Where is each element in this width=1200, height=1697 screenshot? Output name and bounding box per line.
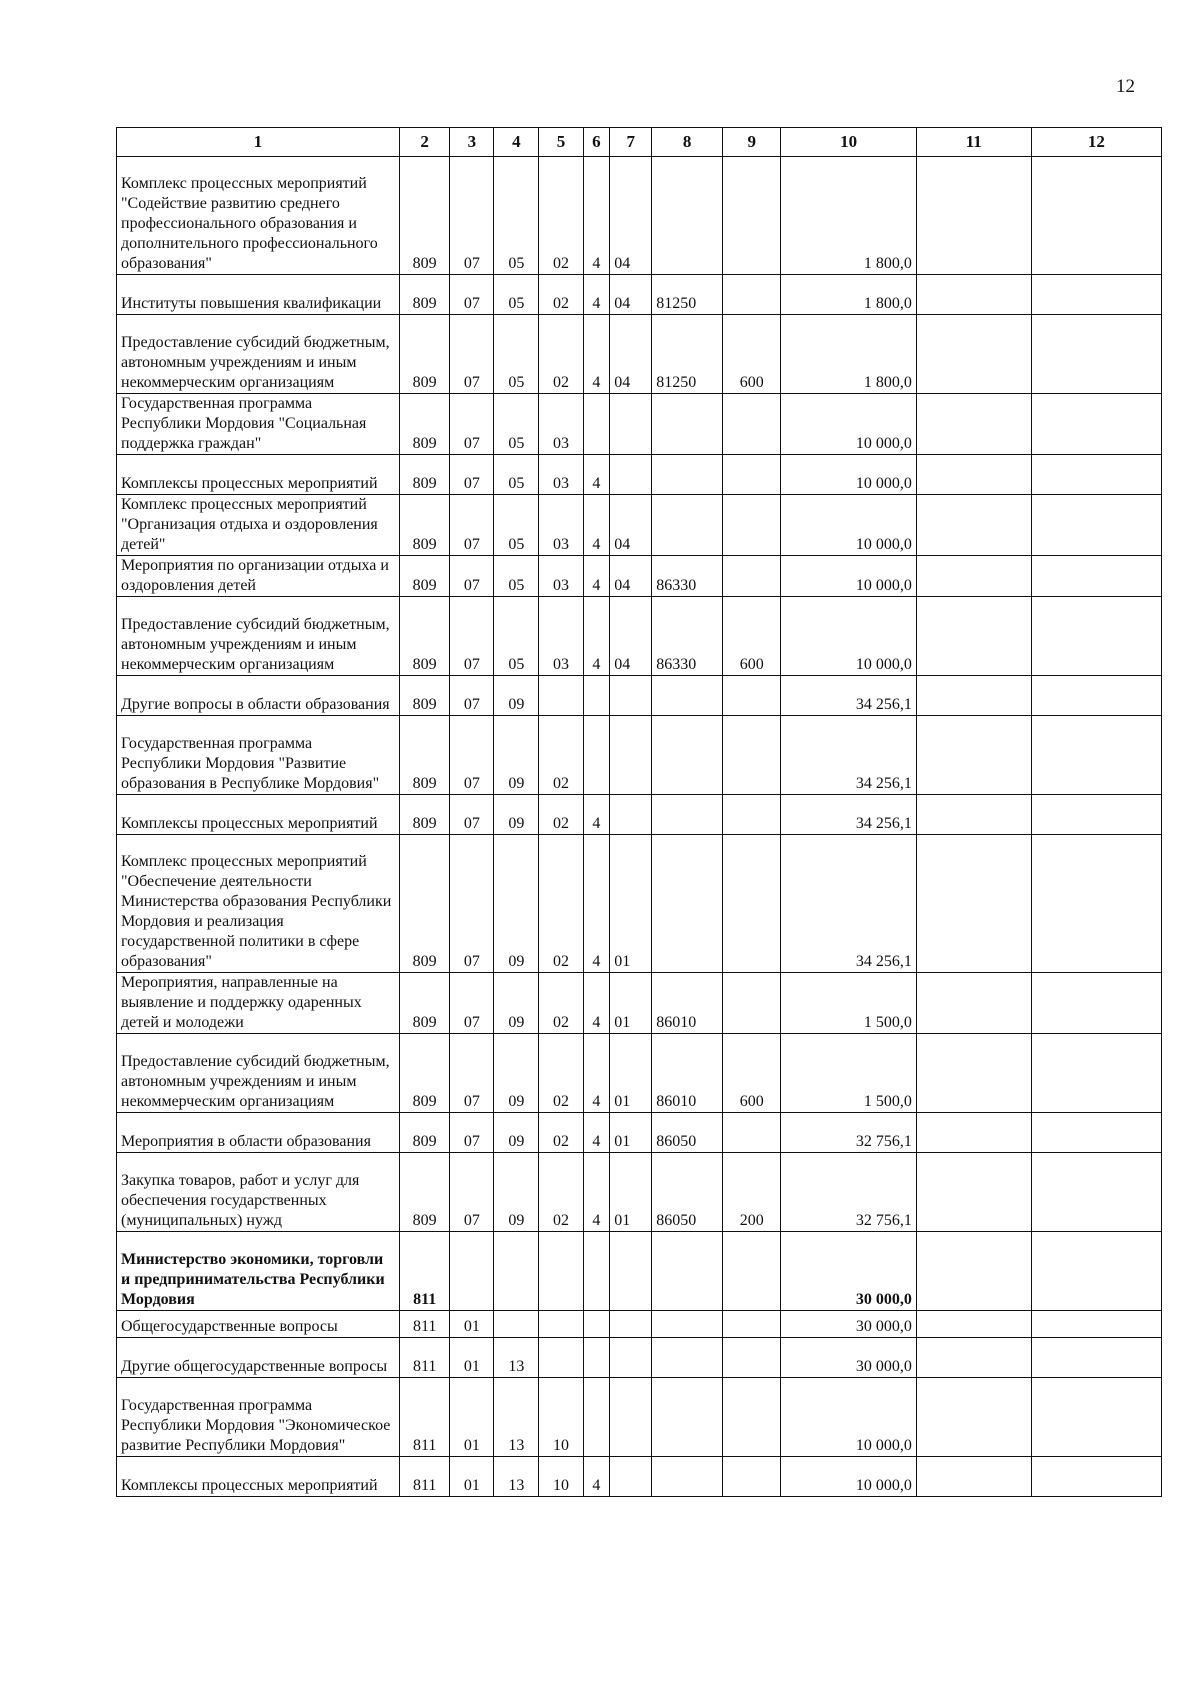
amount-cell: 34 256,1	[781, 795, 916, 835]
row-name-cell: Закупка товаров, работ и услуг для обеспечения государственных (муниципальных) нужд	[117, 1153, 400, 1232]
code-8-cell	[652, 795, 723, 835]
code-2-cell: 809	[400, 394, 450, 455]
code-8-cell	[652, 455, 723, 495]
code-4-cell	[494, 1311, 539, 1338]
amount-cell: 10 000,0	[781, 1378, 916, 1457]
row-name-cell: Комплекс процессных мероприятий "Содействие развитию среднего профессионального образования и дополнительного профессионального образования"	[117, 157, 400, 275]
code-8-cell: 86330	[652, 597, 723, 676]
col-11-cell	[916, 973, 1031, 1034]
code-2-cell: 809	[400, 1153, 450, 1232]
col-11-cell	[916, 1113, 1031, 1153]
code-3-cell: 01	[450, 1378, 494, 1457]
code-6-cell: 4	[583, 835, 610, 973]
code-2-cell: 811	[400, 1457, 450, 1497]
code-7-cell: 04	[610, 315, 652, 394]
table-row	[117, 795, 1162, 835]
code-4-cell: 05	[494, 394, 539, 455]
code-6-cell: 4	[583, 315, 610, 394]
code-6-cell: 4	[583, 1153, 610, 1232]
amount-cell: 1 500,0	[781, 973, 916, 1034]
code-7-cell: 04	[610, 157, 652, 275]
col-11-cell	[916, 1153, 1031, 1232]
col-12-cell	[1031, 716, 1161, 795]
col-11-cell	[916, 716, 1031, 795]
table-row	[117, 455, 1162, 495]
code-7-cell	[610, 1311, 652, 1338]
code-9-cell	[723, 676, 781, 716]
code-6-cell: 4	[583, 157, 610, 275]
table-row	[117, 1232, 1162, 1311]
code-8-cell: 81250	[652, 275, 723, 315]
table-row	[117, 597, 1162, 676]
code-9-cell	[723, 556, 781, 597]
code-7-cell: 01	[610, 835, 652, 973]
col-11-cell	[916, 556, 1031, 597]
code-3-cell: 07	[450, 556, 494, 597]
code-5-cell: 02	[539, 716, 583, 795]
code-2-cell: 809	[400, 795, 450, 835]
col-12-cell	[1031, 795, 1161, 835]
amount-cell: 10 000,0	[781, 556, 916, 597]
code-4-cell: 09	[494, 716, 539, 795]
amount-cell: 10 000,0	[781, 597, 916, 676]
col-11-cell	[916, 455, 1031, 495]
code-4-cell: 13	[494, 1378, 539, 1457]
code-8-cell	[652, 157, 723, 275]
row-name-cell: Комплексы процессных мероприятий	[117, 795, 400, 835]
code-2-cell: 809	[400, 1034, 450, 1113]
code-8-cell	[652, 1457, 723, 1497]
code-3-cell: 01	[450, 1338, 494, 1378]
code-6-cell	[583, 394, 610, 455]
code-7-cell: 04	[610, 597, 652, 676]
code-5-cell	[539, 1311, 583, 1338]
code-7-cell	[610, 795, 652, 835]
row-name-cell: Другие общегосударственные вопросы	[117, 1338, 400, 1378]
code-8-cell: 86050	[652, 1153, 723, 1232]
table-row	[117, 716, 1162, 795]
code-9-cell	[723, 716, 781, 795]
row-name-cell: Государственная программа Республики Мордовия "Экономическое развитие Республики Мордовия"	[117, 1378, 400, 1457]
code-2-cell: 809	[400, 716, 450, 795]
code-3-cell: 07	[450, 676, 494, 716]
code-3-cell: 07	[450, 455, 494, 495]
col-11-cell	[916, 157, 1031, 275]
col-12-cell	[1031, 973, 1161, 1034]
code-5-cell: 02	[539, 275, 583, 315]
code-7-cell: 01	[610, 1153, 652, 1232]
code-9-cell	[723, 1113, 781, 1153]
code-8-cell: 81250	[652, 315, 723, 394]
code-9-cell	[723, 455, 781, 495]
table-row	[117, 1378, 1162, 1457]
code-9-cell	[723, 1232, 781, 1311]
code-7-cell: 01	[610, 1034, 652, 1113]
column-header: 6	[583, 128, 610, 157]
code-9-cell	[723, 157, 781, 275]
code-3-cell: 07	[450, 495, 494, 556]
row-name-cell: Мероприятия, направленные на выявление и поддержку одаренных детей и молодежи	[117, 973, 400, 1034]
row-name-cell: Комплексы процессных мероприятий	[117, 1457, 400, 1497]
code-7-cell	[610, 1338, 652, 1378]
col-12-cell	[1031, 676, 1161, 716]
row-name-cell: Предоставление субсидий бюджетным, автономным учреждениям и иным некоммерческим организациям	[117, 597, 400, 676]
code-4-cell: 09	[494, 676, 539, 716]
code-2-cell: 809	[400, 1113, 450, 1153]
code-8-cell	[652, 1232, 723, 1311]
col-12-cell	[1031, 1457, 1161, 1497]
amount-cell: 32 756,1	[781, 1153, 916, 1232]
code-2-cell: 809	[400, 495, 450, 556]
code-6-cell	[583, 676, 610, 716]
code-8-cell	[652, 394, 723, 455]
code-4-cell: 13	[494, 1457, 539, 1497]
code-2-cell: 811	[400, 1232, 450, 1311]
column-header: 9	[723, 128, 781, 157]
code-5-cell: 02	[539, 1113, 583, 1153]
code-8-cell: 86330	[652, 556, 723, 597]
code-7-cell: 01	[610, 1113, 652, 1153]
col-12-cell	[1031, 597, 1161, 676]
code-8-cell: 86050	[652, 1113, 723, 1153]
code-7-cell: 04	[610, 495, 652, 556]
col-12-cell	[1031, 1378, 1161, 1457]
code-4-cell: 05	[494, 157, 539, 275]
code-9-cell: 600	[723, 315, 781, 394]
code-5-cell	[539, 676, 583, 716]
column-header: 7	[610, 128, 652, 157]
code-6-cell: 4	[583, 1113, 610, 1153]
column-header: 4	[494, 128, 539, 157]
code-2-cell: 811	[400, 1338, 450, 1378]
col-11-cell	[916, 597, 1031, 676]
row-name-cell: Предоставление субсидий бюджетным, автономным учреждениям и иным некоммерческим организациям	[117, 1034, 400, 1113]
table-row	[117, 394, 1162, 455]
code-9-cell: 600	[723, 1034, 781, 1113]
code-5-cell	[539, 1232, 583, 1311]
table-row	[117, 495, 1162, 556]
code-9-cell	[723, 1457, 781, 1497]
code-3-cell: 07	[450, 1153, 494, 1232]
code-8-cell	[652, 495, 723, 556]
code-6-cell: 4	[583, 973, 610, 1034]
col-12-cell	[1031, 1153, 1161, 1232]
table-header	[117, 128, 1162, 157]
column-header: 5	[539, 128, 583, 157]
col-11-cell	[916, 1232, 1031, 1311]
code-3-cell: 01	[450, 1457, 494, 1497]
code-3-cell: 07	[450, 157, 494, 275]
code-2-cell: 809	[400, 835, 450, 973]
code-8-cell	[652, 1378, 723, 1457]
amount-cell: 30 000,0	[781, 1311, 916, 1338]
code-9-cell: 600	[723, 597, 781, 676]
code-4-cell: 05	[494, 495, 539, 556]
col-11-cell	[916, 1034, 1031, 1113]
col-11-cell	[916, 1311, 1031, 1338]
code-5-cell: 03	[539, 556, 583, 597]
amount-cell: 10 000,0	[781, 1457, 916, 1497]
table-row	[117, 275, 1162, 315]
code-9-cell	[723, 495, 781, 556]
code-3-cell: 07	[450, 795, 494, 835]
code-3-cell: 07	[450, 597, 494, 676]
code-8-cell	[652, 835, 723, 973]
code-4-cell: 09	[494, 795, 539, 835]
col-12-cell	[1031, 455, 1161, 495]
code-3-cell: 01	[450, 1311, 494, 1338]
amount-cell: 34 256,1	[781, 676, 916, 716]
code-8-cell	[652, 1338, 723, 1378]
code-6-cell: 4	[583, 795, 610, 835]
code-6-cell: 4	[583, 597, 610, 676]
col-11-cell	[916, 1338, 1031, 1378]
code-6-cell: 4	[583, 1457, 610, 1497]
code-2-cell: 809	[400, 275, 450, 315]
code-3-cell: 07	[450, 835, 494, 973]
row-name-cell: Институты повышения квалификации	[117, 275, 400, 315]
col-12-cell	[1031, 835, 1161, 973]
code-8-cell	[652, 676, 723, 716]
code-4-cell: 09	[494, 1034, 539, 1113]
code-4-cell: 05	[494, 597, 539, 676]
budget-table	[116, 127, 1162, 1497]
code-5-cell: 03	[539, 495, 583, 556]
code-6-cell	[583, 1338, 610, 1378]
amount-cell: 1 800,0	[781, 157, 916, 275]
code-2-cell: 809	[400, 455, 450, 495]
code-8-cell	[652, 716, 723, 795]
code-2-cell: 809	[400, 973, 450, 1034]
code-2-cell: 809	[400, 597, 450, 676]
table-row	[117, 315, 1162, 394]
column-header: 12	[1031, 128, 1161, 157]
code-5-cell	[539, 1338, 583, 1378]
code-5-cell: 03	[539, 597, 583, 676]
code-3-cell: 07	[450, 315, 494, 394]
code-5-cell: 02	[539, 973, 583, 1034]
code-4-cell: 09	[494, 1113, 539, 1153]
row-name-cell: Общегосударственные вопросы	[117, 1311, 400, 1338]
code-2-cell: 809	[400, 315, 450, 394]
col-12-cell	[1031, 495, 1161, 556]
code-4-cell: 09	[494, 835, 539, 973]
row-name-cell: Государственная программа Республики Мордовия "Развитие образования в Республике Мордовия"	[117, 716, 400, 795]
row-name-cell: Другие вопросы в области образования	[117, 676, 400, 716]
table-row	[117, 973, 1162, 1034]
code-3-cell: 07	[450, 394, 494, 455]
code-6-cell: 4	[583, 556, 610, 597]
code-6-cell: 4	[583, 275, 610, 315]
table-row	[117, 157, 1162, 275]
table-row	[117, 1034, 1162, 1113]
table-row	[117, 835, 1162, 973]
row-name-cell: Мероприятия по организации отдыха и оздоровления детей	[117, 556, 400, 597]
col-12-cell	[1031, 1311, 1161, 1338]
code-4-cell: 13	[494, 1338, 539, 1378]
code-3-cell: 07	[450, 973, 494, 1034]
code-3-cell: 07	[450, 1034, 494, 1113]
code-4-cell: 09	[494, 973, 539, 1034]
code-5-cell: 03	[539, 455, 583, 495]
amount-cell: 1 800,0	[781, 315, 916, 394]
col-12-cell	[1031, 275, 1161, 315]
code-9-cell	[723, 835, 781, 973]
code-2-cell: 809	[400, 676, 450, 716]
col-12-cell	[1031, 1232, 1161, 1311]
code-2-cell: 811	[400, 1378, 450, 1457]
code-7-cell	[610, 716, 652, 795]
amount-cell: 32 756,1	[781, 1113, 916, 1153]
row-name-cell: Комплекс процессных мероприятий "Обеспечение деятельности Министерства образования Республики Мордовия и реализация государственной политики в сфере образования"	[117, 835, 400, 973]
header-row	[117, 128, 1162, 157]
col-11-cell	[916, 835, 1031, 973]
code-5-cell: 02	[539, 1153, 583, 1232]
code-7-cell	[610, 1232, 652, 1311]
code-6-cell: 4	[583, 455, 610, 495]
code-3-cell: 07	[450, 716, 494, 795]
column-header: 3	[450, 128, 494, 157]
code-6-cell: 4	[583, 495, 610, 556]
col-12-cell	[1031, 394, 1161, 455]
row-name-cell: Мероприятия в области образования	[117, 1113, 400, 1153]
amount-cell: 34 256,1	[781, 835, 916, 973]
code-9-cell	[723, 795, 781, 835]
amount-cell: 34 256,1	[781, 716, 916, 795]
code-7-cell	[610, 455, 652, 495]
code-5-cell: 02	[539, 1034, 583, 1113]
code-9-cell	[723, 973, 781, 1034]
row-name-cell: Комплексы процессных мероприятий	[117, 455, 400, 495]
amount-cell: 30 000,0	[781, 1232, 916, 1311]
code-9-cell	[723, 1338, 781, 1378]
table-row	[117, 1113, 1162, 1153]
table-row	[117, 556, 1162, 597]
row-name-cell: Комплекс процессных мероприятий "Организация отдыха и оздоровления детей"	[117, 495, 400, 556]
code-5-cell: 10	[539, 1457, 583, 1497]
code-8-cell: 86010	[652, 973, 723, 1034]
code-4-cell	[494, 1232, 539, 1311]
col-12-cell	[1031, 1113, 1161, 1153]
col-11-cell	[916, 676, 1031, 716]
row-name-cell: Предоставление субсидий бюджетным, автономным учреждениям и иным некоммерческим организациям	[117, 315, 400, 394]
col-12-cell	[1031, 1338, 1161, 1378]
code-7-cell	[610, 394, 652, 455]
col-11-cell	[916, 795, 1031, 835]
row-name-cell: Государственная программа Республики Мордовия "Социальная поддержка граждан"	[117, 394, 400, 455]
code-3-cell: 07	[450, 1113, 494, 1153]
code-6-cell: 4	[583, 1034, 610, 1113]
code-8-cell	[652, 1311, 723, 1338]
code-9-cell	[723, 394, 781, 455]
col-11-cell	[916, 315, 1031, 394]
column-header: 8	[652, 128, 723, 157]
code-8-cell: 86010	[652, 1034, 723, 1113]
code-9-cell	[723, 1311, 781, 1338]
table-row	[117, 1338, 1162, 1378]
code-4-cell: 09	[494, 1153, 539, 1232]
column-header: 10	[781, 128, 916, 157]
code-4-cell: 05	[494, 315, 539, 394]
code-5-cell: 10	[539, 1378, 583, 1457]
col-11-cell	[916, 495, 1031, 556]
col-11-cell	[916, 275, 1031, 315]
code-5-cell: 02	[539, 795, 583, 835]
code-3-cell: 07	[450, 275, 494, 315]
code-7-cell: 04	[610, 275, 652, 315]
table-row	[117, 1457, 1162, 1497]
code-5-cell: 02	[539, 315, 583, 394]
amount-cell: 10 000,0	[781, 455, 916, 495]
row-name-cell: Министерство экономики, торговли и предпринимательства Республики Мордовия	[117, 1232, 400, 1311]
amount-cell: 10 000,0	[781, 394, 916, 455]
column-header: 1	[117, 128, 400, 157]
code-6-cell	[583, 1378, 610, 1457]
code-4-cell: 05	[494, 556, 539, 597]
code-6-cell	[583, 1232, 610, 1311]
table-body	[117, 157, 1162, 1497]
code-4-cell: 05	[494, 455, 539, 495]
code-7-cell: 04	[610, 556, 652, 597]
code-6-cell	[583, 716, 610, 795]
code-2-cell: 811	[400, 1311, 450, 1338]
col-11-cell	[916, 1378, 1031, 1457]
col-12-cell	[1031, 1034, 1161, 1113]
column-header: 11	[916, 128, 1031, 157]
col-12-cell	[1031, 315, 1161, 394]
code-9-cell	[723, 1378, 781, 1457]
table-row	[117, 1311, 1162, 1338]
col-11-cell	[916, 394, 1031, 455]
column-header: 2	[400, 128, 450, 157]
code-7-cell	[610, 676, 652, 716]
code-7-cell: 01	[610, 973, 652, 1034]
code-7-cell	[610, 1378, 652, 1457]
code-2-cell: 809	[400, 157, 450, 275]
amount-cell: 1 500,0	[781, 1034, 916, 1113]
code-2-cell: 809	[400, 556, 450, 597]
col-12-cell	[1031, 556, 1161, 597]
amount-cell: 1 800,0	[781, 275, 916, 315]
amount-cell: 30 000,0	[781, 1338, 916, 1378]
code-5-cell: 03	[539, 394, 583, 455]
page-number: 12	[1116, 76, 1135, 97]
code-9-cell: 200	[723, 1153, 781, 1232]
table-row	[117, 676, 1162, 716]
code-3-cell	[450, 1232, 494, 1311]
amount-cell: 10 000,0	[781, 495, 916, 556]
code-4-cell: 05	[494, 275, 539, 315]
code-9-cell	[723, 275, 781, 315]
code-5-cell: 02	[539, 835, 583, 973]
col-12-cell	[1031, 157, 1161, 275]
code-7-cell	[610, 1457, 652, 1497]
code-5-cell: 02	[539, 157, 583, 275]
code-6-cell	[583, 1311, 610, 1338]
table-row	[117, 1153, 1162, 1232]
col-11-cell	[916, 1457, 1031, 1497]
